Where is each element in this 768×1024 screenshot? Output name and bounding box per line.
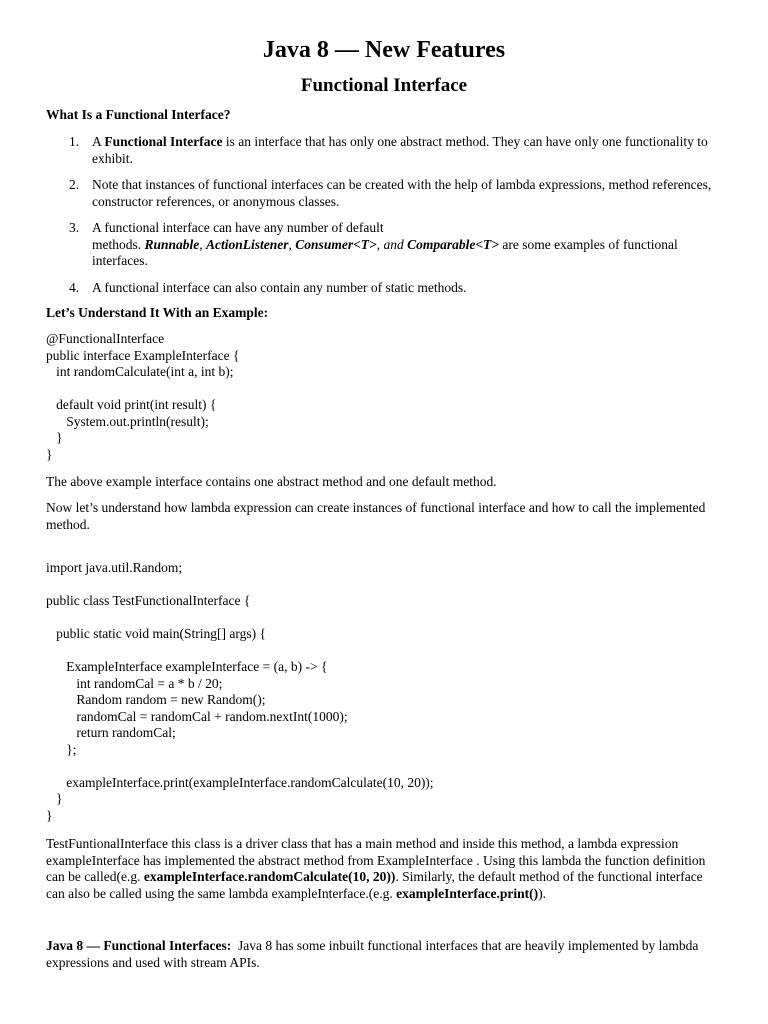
code-block-interface: @FunctionalInterface public interface ExampleInterface { int randomCalculate(int a, int b); default void print(int result) { System.out.println(result); } }: [46, 331, 240, 462]
section-heading-what-is: What Is a Functional Interface?: [46, 107, 231, 122]
list-item: 2. Note that instances of functional interfaces can be created with the help of lambda expressions, method references, constructor references, or anonymous classes.: [69, 177, 712, 209]
paragraph-lambda-intro: Now let’s understand how lambda expression can create instances of functional interface and how to call the implemented method.: [46, 500, 706, 532]
code-block-test-class: import java.util.Random; public class TestFunctionalInterface { public static void main(String[] args) { ExampleInterface exampleInterface = (a, b) -> { int randomCal = a * b / 20; Random random = new Random(); randomCal = randomCal + random.nextInt(1000); return randomCal; }; exampleInterface.print(exampleInterface.randomCalculate(10, 20)); } }: [46, 560, 434, 823]
paragraph-abstract-default: The above example interface contains one abstract method and one default method.: [46, 474, 497, 489]
paragraph-driver-class: TestFuntionalInterface this class is a driver class that has a main method and inside this method, a lambda expression exampleInterface has implemented the abstract method from ExampleInterface . Using this lambda the function definition can be called(e.g. exampleInterface.randomCalculate(10, 20)). Similarly, the default method of the functional interface can also be called using the same lambda exampleInterface.(e.g. exampleInterface.print()).: [46, 836, 706, 901]
list-item: 1. A Functional Interface is an interface that has only one abstract method. They can have only one functionality to exhibit.: [69, 134, 708, 166]
section-heading-example: Let’s Understand It With an Example:: [46, 305, 269, 320]
paragraph-functional-interfaces: Java 8 — Functional Interfaces: Java 8 has some inbuilt functional interfaces that are heavily implemented by lambda expressions and used with stream APIs.: [46, 938, 702, 970]
list-item: 4. A functional interface can also contain any number of static methods.: [69, 279, 467, 295]
page-title: Java 8 — New Features: [262, 37, 506, 63]
feature-list: [46, 134, 722, 296]
page-subtitle: Functional Interface: [300, 75, 468, 96]
list-item: 3. A functional interface can have any number of default methods. Runnable, ActionListener, Consumer<T>, and Comparable<T> are some examples of functional interfaces.: [69, 220, 678, 268]
